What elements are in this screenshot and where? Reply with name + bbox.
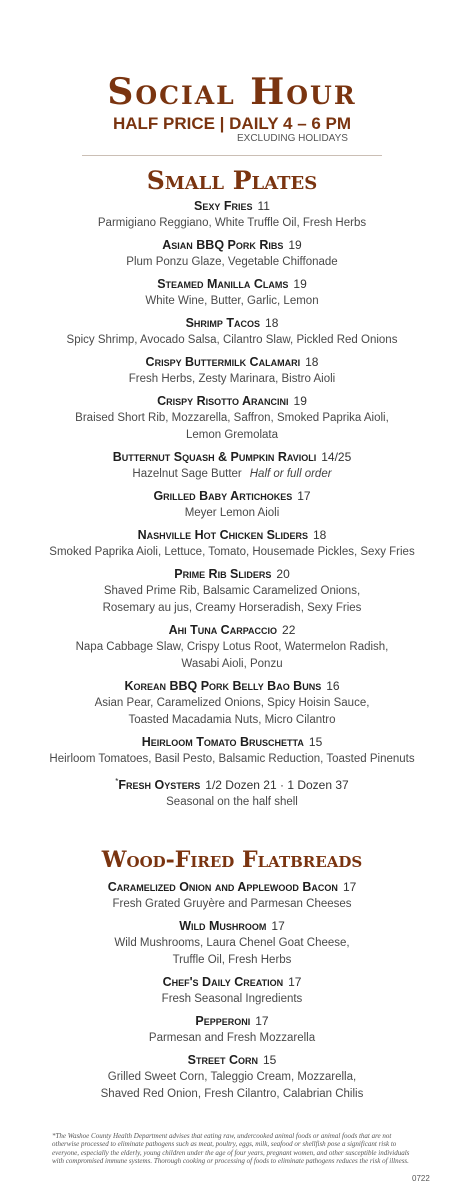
item-description-text: Wasabi Aioli, Ponzu <box>181 658 283 670</box>
page-subtitle: HALF PRICE | DAILY 4 – 6 PM <box>112 114 352 133</box>
item-price: 15 <box>308 735 323 749</box>
item-description <box>0 751 464 768</box>
small-plate-item <box>0 276 464 310</box>
item-price: 17 <box>342 880 357 894</box>
item-name-line <box>0 879 464 896</box>
small-plate-item <box>0 734 464 768</box>
item-name: Prime Rib Sliders <box>174 567 272 581</box>
item-description-text: White Wine, Butter, Garlic, Lemon <box>145 295 319 307</box>
item-description <box>0 935 464 952</box>
section-title-small-plates: Small Plates <box>146 166 318 195</box>
item-description <box>0 293 464 310</box>
item-description-text: Shaved Red Onion, Fresh Cilantro, Calabrian Chilis <box>100 1088 364 1100</box>
item-name: Grilled Baby Artichokes <box>153 489 293 503</box>
small-plate-item <box>0 488 464 522</box>
item-description-text: Meyer Lemon Aioli <box>184 507 280 519</box>
small-plate-item <box>0 678 464 729</box>
item-name-line <box>0 354 464 371</box>
small-plate-item <box>0 393 464 444</box>
item-description <box>0 1086 464 1103</box>
item-name: Sexy Fries <box>194 199 253 213</box>
flatbread-item <box>0 918 464 969</box>
item-price: 1/2 Dozen 21 · 1 Dozen 37 <box>205 778 349 792</box>
item-description-text: Spicy Shrimp, Avocado Salsa, Cilantro Slaw, Pickled Red Onions <box>66 334 398 346</box>
flatbread-item <box>0 1013 464 1047</box>
item-description-text: Fresh Seasonal Ingredients <box>161 993 303 1005</box>
item-description <box>0 712 464 729</box>
item-name-line <box>0 527 464 544</box>
item-name: Street Corn <box>187 1053 258 1067</box>
item-name-line <box>0 488 464 505</box>
flatbreads-list <box>0 879 464 1108</box>
item-name-line <box>0 566 464 583</box>
item-price: 18 <box>312 528 327 542</box>
item-name: Crispy Buttermilk Calamari <box>145 355 301 369</box>
page-title: Social Hour <box>107 71 357 113</box>
small-plate-item <box>0 449 464 483</box>
excluding-note: EXCLUDING HOLIDAYS <box>237 133 348 144</box>
item-name-line <box>0 1052 464 1069</box>
item-name-line <box>0 1013 464 1030</box>
item-name: Heirloom Tomato Bruschetta <box>141 735 304 749</box>
item-price: 20 <box>276 567 290 581</box>
item-name: Ahi Tuna Carpaccio <box>168 623 278 637</box>
item-price: 22 <box>282 623 296 637</box>
raw-food-marker: * <box>115 777 119 786</box>
item-description-text: Plum Ponzu Glaze, Vegetable Chiffonade <box>126 256 338 268</box>
item-price: 18 <box>305 355 319 369</box>
item-price: 11 <box>257 199 270 213</box>
item-name: Caramelized Onion and Applewood Bacon <box>107 880 338 894</box>
item-name-line <box>0 678 464 695</box>
item-description-text: Napa Cabbage Slaw, Crispy Lotus Root, Watermelon Radish, <box>75 641 389 653</box>
item-price: 15 <box>262 1053 277 1067</box>
item-description-text: Fresh Grated Gruyère and Parmesan Cheeses <box>112 898 352 910</box>
item-name: Crispy Risotto Arancini <box>157 394 289 408</box>
item-description <box>0 695 464 712</box>
item-name-line <box>0 276 464 293</box>
item-price: 16 <box>326 679 340 693</box>
item-description-text: Braised Short Rib, Mozzarella, Saffron, Smoked Paprika Aioli, <box>75 412 389 424</box>
item-description-text: Rosemary au jus, Creamy Horseradish, Sexy Fries <box>102 602 362 614</box>
item-name-line <box>0 734 464 751</box>
item-description-text: Grilled Sweet Corn, Taleggio Cream, Mozzarella, <box>107 1071 357 1083</box>
item-price: 17 <box>297 489 311 503</box>
flatbread-item <box>0 974 464 1008</box>
item-description-text: Shaved Prime Rib, Balsamic Caramelized Onions, <box>103 585 361 597</box>
item-price: 18 <box>265 316 279 330</box>
item-name-line <box>0 449 464 466</box>
item-description-text: Asian Pear, Caramelized Onions, Spicy Hoisin Sauce, <box>94 697 370 709</box>
small-plates-list <box>0 198 464 816</box>
section-title-flatbreads: Wood-Fired Flatbreads <box>101 847 363 873</box>
small-plate-item <box>0 773 464 811</box>
item-name: Butternut Squash & Pumpkin Ravioli <box>112 450 317 464</box>
item-name-line <box>0 315 464 332</box>
health-disclaimer: *The Washoe County Health Department advises that eating raw, undercooked animal foods or animal foods that are not otherwise processed to eliminate pathogens such as meat, poultry, eggs, milk, seafood or shellfish pose a significant risk to everyone, especially the elderly, young children under the age of four years, pregnant women, and other susceptible individuals with compromised immune systems. Thorough cooking or processing of foods to eliminate pathogens reduces the risk of illness. <box>52 1132 410 1166</box>
flatbread-item <box>0 879 464 913</box>
item-description-text: Wild Mushrooms, Laura Chenel Goat Cheese, <box>114 937 350 949</box>
item-description-text: Smoked Paprika Aioli, Lettuce, Tomato, Housemade Pickles, Sexy Fries <box>49 546 415 558</box>
small-plate-item <box>0 354 464 388</box>
small-plate-item <box>0 622 464 673</box>
item-name-line <box>0 237 464 254</box>
item-name: Fresh Oysters <box>118 778 201 792</box>
item-price: 14/25 <box>321 450 352 464</box>
item-description <box>0 952 464 969</box>
header-divider <box>82 155 382 156</box>
item-description <box>0 600 464 617</box>
item-description <box>0 639 464 656</box>
item-description <box>0 656 464 673</box>
item-description-text: Truffle Oil, Fresh Herbs <box>172 954 292 966</box>
item-name: Chef's Daily Creation <box>162 975 284 989</box>
item-description <box>0 371 464 388</box>
item-description <box>0 991 464 1008</box>
item-price: 19 <box>288 238 302 252</box>
item-note: Half or full order <box>249 468 332 480</box>
item-description <box>0 332 464 349</box>
item-description-text: Parmigiano Reggiano, White Truffle Oil, Fresh Herbs <box>97 217 367 229</box>
item-description-text: Parmesan and Fresh Mozzarella <box>148 1032 316 1044</box>
item-description <box>0 794 464 811</box>
small-plate-item <box>0 527 464 561</box>
small-plate-item <box>0 315 464 349</box>
item-description <box>0 896 464 913</box>
item-name: Steamed Manilla Clams <box>157 277 289 291</box>
item-description-text: Lemon Gremolata <box>185 429 279 441</box>
small-plate-item <box>0 237 464 271</box>
item-name: Wild Mushroom <box>179 919 267 933</box>
item-description <box>0 254 464 271</box>
item-description-text: Hazelnut Sage Butter <box>132 468 242 480</box>
item-name: Shrimp Tacos <box>185 316 261 330</box>
item-description-text: Seasonal on the half shell <box>166 796 298 808</box>
item-description <box>0 410 464 427</box>
item-price: 19 <box>293 394 307 408</box>
item-description <box>0 215 464 232</box>
menu-code: 0722 <box>412 1174 430 1183</box>
item-description-text: Heirloom Tomatoes, Basil Pesto, Balsamic Reduction, Toasted Pinenuts <box>49 753 415 765</box>
item-price: 19 <box>293 277 307 291</box>
item-description <box>0 1030 464 1047</box>
item-name-line <box>0 622 464 639</box>
item-price: 17 <box>271 919 285 933</box>
item-description-text: Toasted Macadamia Nuts, Micro Cilantro <box>128 714 336 726</box>
item-description <box>0 466 464 483</box>
item-description <box>0 427 464 444</box>
small-plate-item <box>0 198 464 232</box>
item-name-line <box>0 198 464 215</box>
item-name-line <box>0 974 464 991</box>
item-description-text: Fresh Herbs, Zesty Marinara, Bistro Aioli <box>128 373 336 385</box>
item-description <box>0 1069 464 1086</box>
item-name: Asian BBQ Pork Ribs <box>162 238 284 252</box>
item-price: 17 <box>288 975 302 989</box>
item-description <box>0 505 464 522</box>
item-name: Pepperoni <box>195 1014 251 1028</box>
item-name: Korean BBQ Pork Belly Bao Buns <box>124 679 322 693</box>
item-price: 17 <box>255 1014 269 1028</box>
item-description <box>0 544 464 561</box>
item-name-line <box>0 918 464 935</box>
small-plate-item <box>0 566 464 617</box>
flatbread-item <box>0 1052 464 1103</box>
item-description <box>0 583 464 600</box>
item-name-line <box>0 393 464 410</box>
item-name-line <box>0 773 464 794</box>
item-name: Nashville Hot Chicken Sliders <box>137 528 308 542</box>
